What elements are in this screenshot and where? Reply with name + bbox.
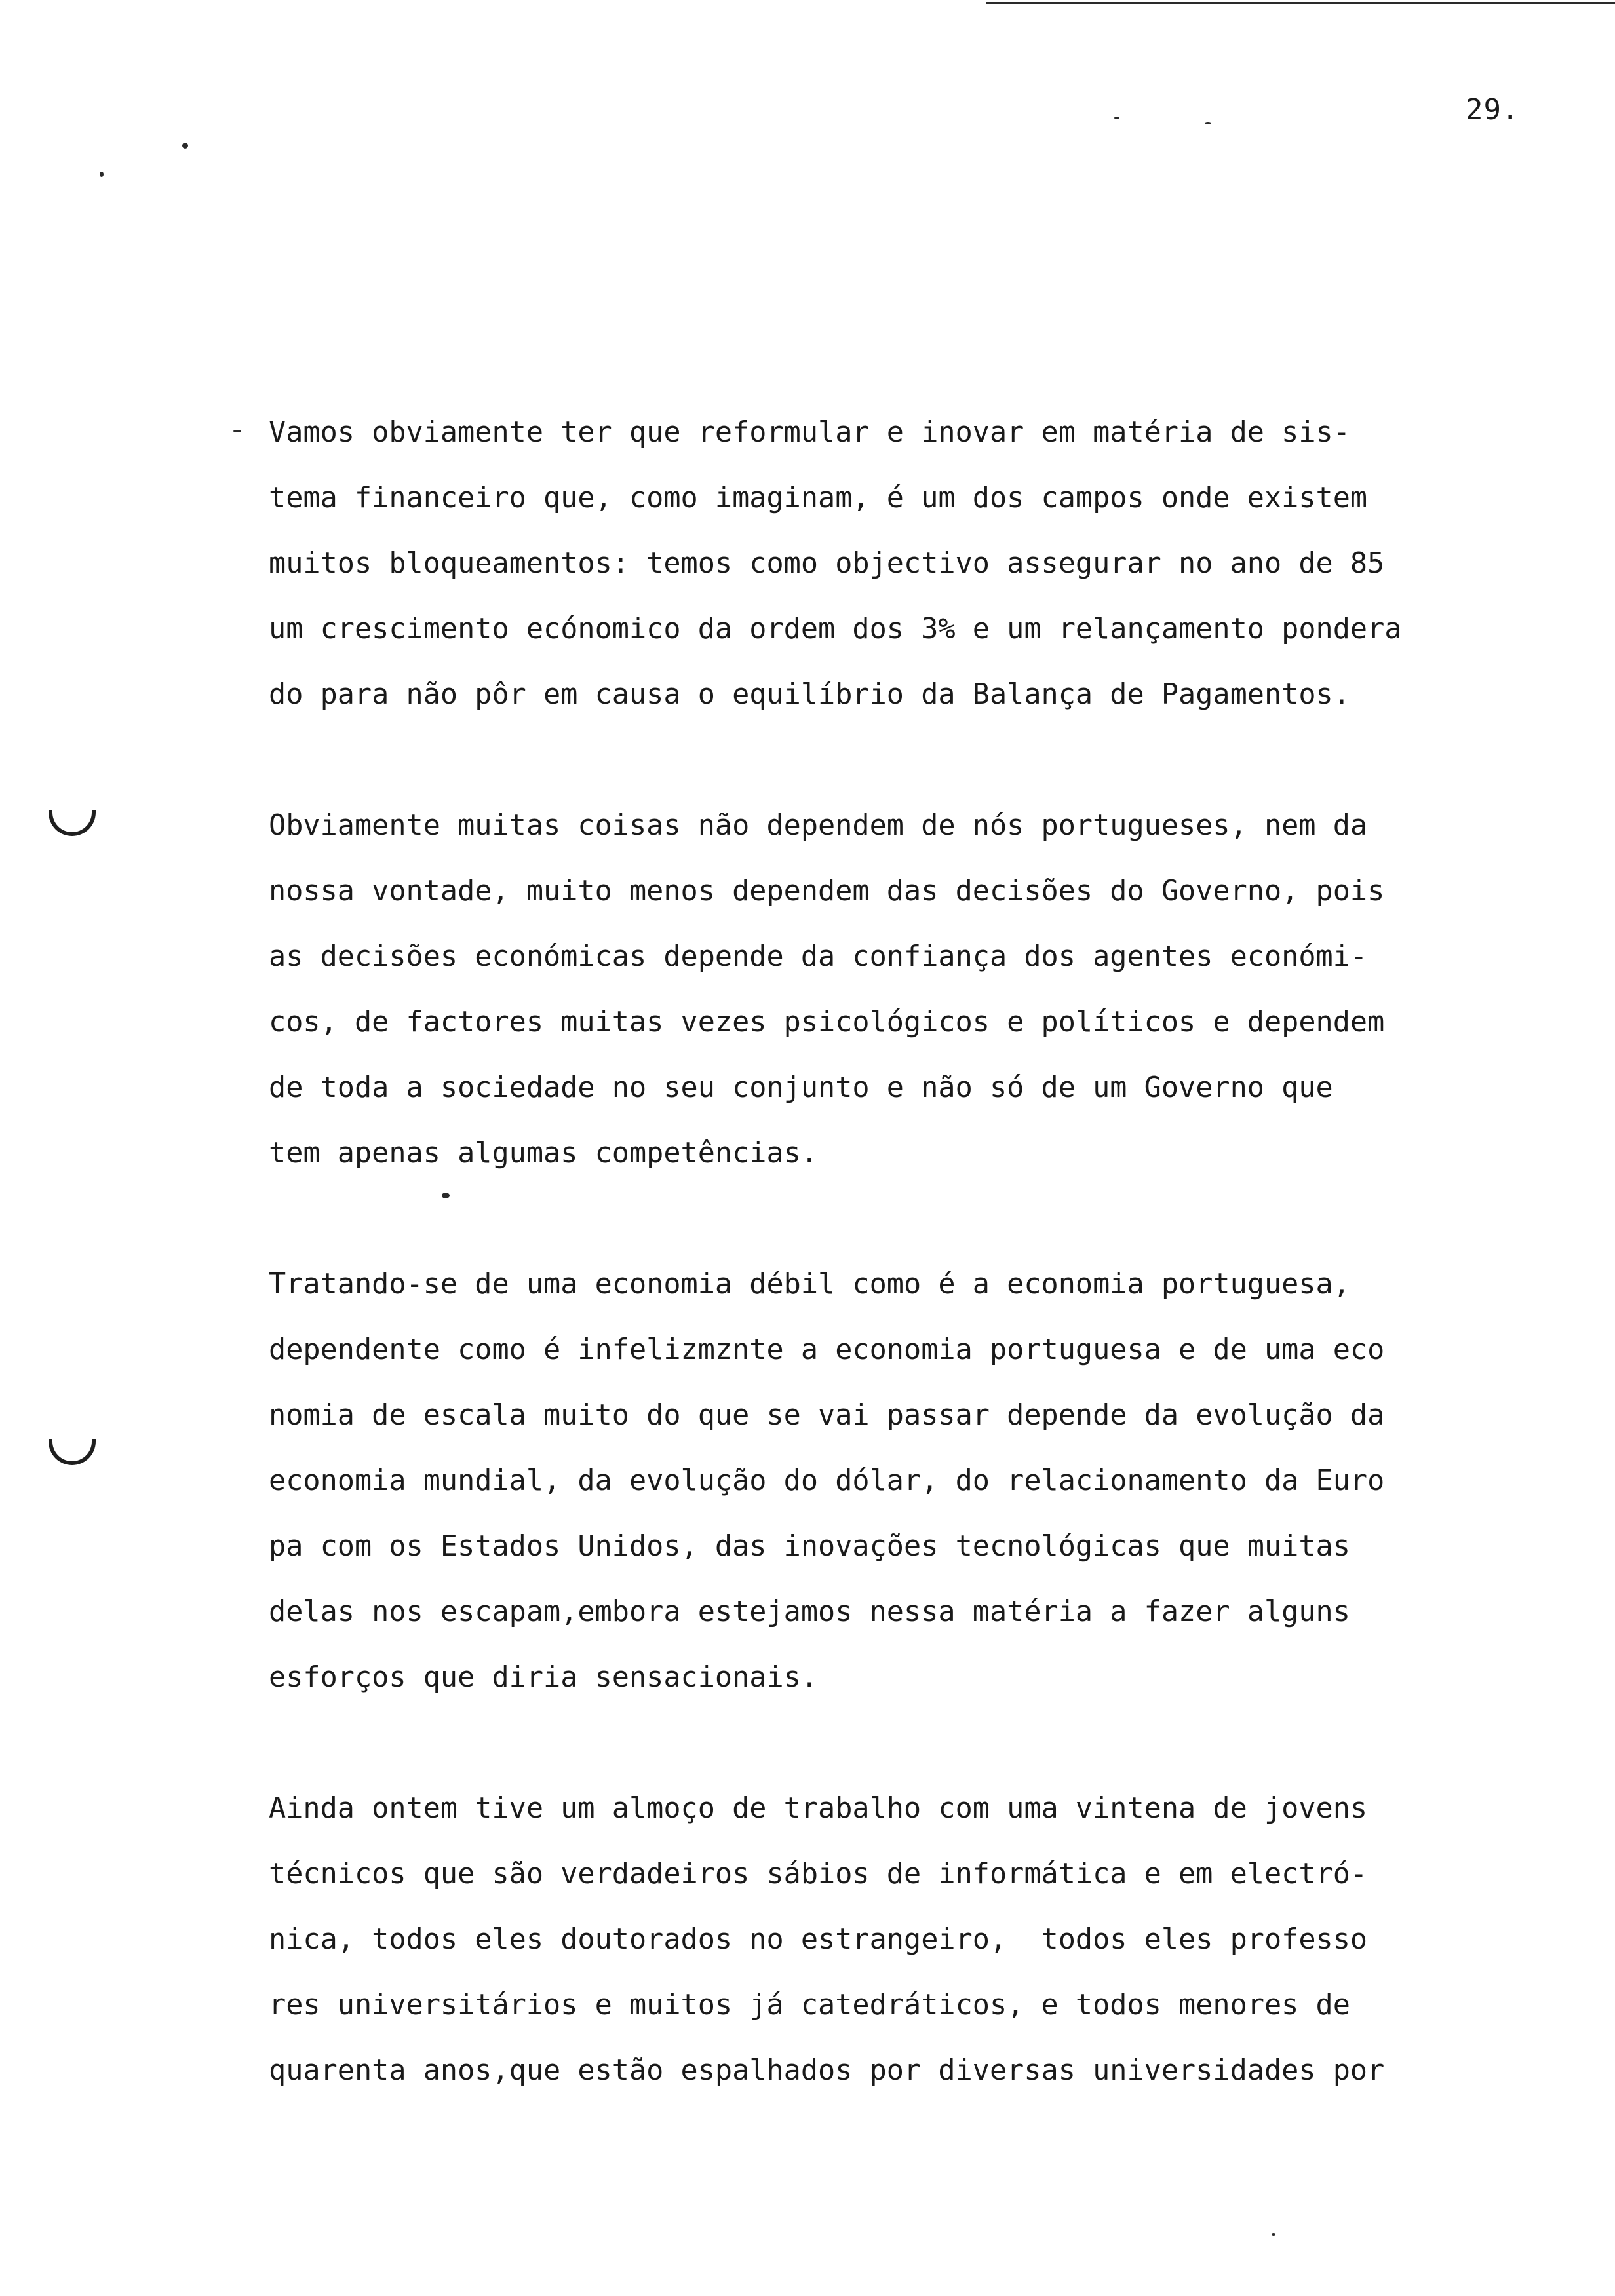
text-line: um crescimento ecónomico da ordem dos 3% e um relançamento ponderа [269,613,1402,645]
paragraph [269,1252,1573,1710]
scan-speck [1114,117,1119,119]
text-line: nossa vontade, muito menos dependem das decisões do Governo, pois [269,875,1385,908]
text-line: nica, todos eles doutorados no estrangeiro, todos eles professo [269,1923,1368,1956]
paragraph [269,793,1573,1186]
text-line: Vamos obviamente ter que reformular e inovar em matéria de sis- [269,416,1350,449]
text-line: muitos bloqueamentos: temos como objectivo assegurar no ano de 85 [269,547,1385,580]
text-line: economia mundial, da evolução do dólar, do relacionamento da Euro [269,1464,1385,1497]
text-line: quarenta anos,que estão espalhados por diversas universidades por [269,2054,1385,2087]
text-line: Obviamente muitas coisas não dependem de nós portugueses, nem da [269,809,1368,842]
text-line: tem apenas algumas competências. [269,1137,819,1170]
text-line: dependente como é infelizmznte a economia portuguesa e de uma eco [269,1333,1385,1366]
paragraph [269,400,1573,727]
text-line: nomia de escala muito do que se vai passar depende da evolução da [269,1399,1385,1432]
top-edge-rule [986,2,1615,4]
scan-speck [182,143,188,149]
text-line: tema financeiro que, como imaginam, é um dos campos onde existem [269,482,1368,514]
text-line: as decisões económicas depende da confiança dos agentes económi- [269,940,1368,973]
paragraph [269,1776,1573,2103]
scan-speck [100,172,104,177]
text-line: técnicos que são verdadeiros sábios de informática e em electró- [269,1858,1368,1890]
page-number: 29. [1466,93,1520,126]
text-line: de toda a sociedade no seu conjunto e não só de um Governo que [269,1071,1333,1104]
text-line: res universitários e muitos já catedráticos, e todos menores de [269,1989,1350,2021]
text-line: cos, de factores muitas vezes psicológicos e políticos e dependem [269,1006,1385,1039]
scan-speck [233,430,241,432]
text-line: Ainda ontem tive um almoço de trabalho com uma vintena de jovens [269,1792,1368,1825]
binder-hole-mark [49,1439,96,1465]
scan-speck [442,1193,450,1198]
binder-hole-mark [49,810,96,836]
text-line: delas nos escapam,embora estejamos nessa matéria a fazer alguns [269,1596,1350,1628]
text-line: pa com os Estados Unidos, das inovações tecnológicas que muitas [269,1530,1350,1563]
scan-speck [1272,2233,1275,2236]
text-line: esforços que diria sensacionais. [269,1661,819,1694]
text-line: do para não pôr em causa o equilíbrio da Balança de Pagamentos. [269,678,1350,711]
scan-speck [1205,122,1211,124]
text-line: Tratando-se de uma economia débil como é a economia portuguesa, [269,1268,1350,1301]
